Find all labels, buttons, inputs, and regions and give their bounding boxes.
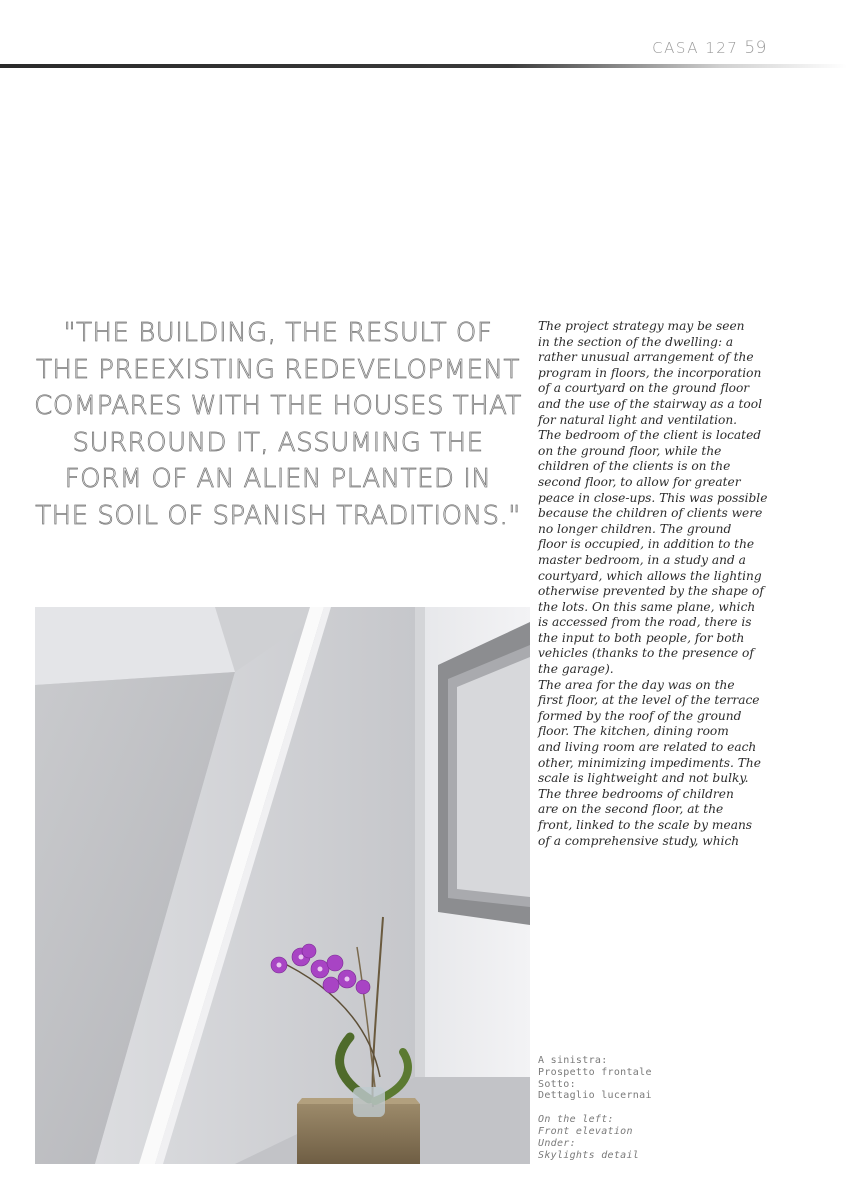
body-paragraph: The project strategy may be seen in the section of the dwelling: a rather unusual arrangement of the program in floors, the incorporation of a courtyard on the ground floor and the use of the stairway as a tool for natural light and ventilation. bbox=[538, 319, 762, 427]
magazine-name: CASA 127 bbox=[652, 39, 739, 57]
page-number: 59 bbox=[744, 38, 767, 58]
image-captions bbox=[538, 1055, 678, 1161]
body-paragraph: The area for the day was on the first floor, at the level of the terrace formed by the roof of the ground floor. The kitchen, dining room and living room are related to each other, minimizing impediments. The scale is lightweight and not bulky. The three bedrooms of children are on the second floor, at the front, linked to the scale by means of a comprehensive study, which bbox=[538, 677, 761, 848]
interior-photo bbox=[35, 607, 530, 1164]
pull-quote: "THE BUILDING, THE RESULT OF THE PREEXISTING REDEVELOPMENT COMPARES WITH THE HOUSES THAT SURROUND IT, ASSUMING THE FORM OF AN ALIEN PLANTED IN THE SOIL OF SPANISH TRADITIONS." bbox=[34, 318, 522, 531]
caption-italian: A sinistra: Prospetto frontale Sotto: Dettaglio lucernai bbox=[538, 1055, 652, 1102]
running-header bbox=[652, 38, 767, 58]
article-body bbox=[538, 319, 778, 849]
photo-illustration bbox=[35, 607, 530, 1164]
body-paragraph: The bedroom of the client is located on the ground floor, while the children of the clients is on the second floor, to allow for greater peace in close-ups. This was possible because the children of clients were no longer children. The ground floor is occupied, in addition to the master bedroom, in a study and a courtyard, which allows the lighting otherwise prevented by the shape of the lots. On this same plane, which is accessed from the road, there is the input to both people, for both vehicles (thanks to the presence of the garage). bbox=[538, 428, 768, 677]
caption-english: On the left: Front elevation Under: Skylights detail bbox=[538, 1114, 640, 1161]
header-rule bbox=[0, 64, 847, 68]
